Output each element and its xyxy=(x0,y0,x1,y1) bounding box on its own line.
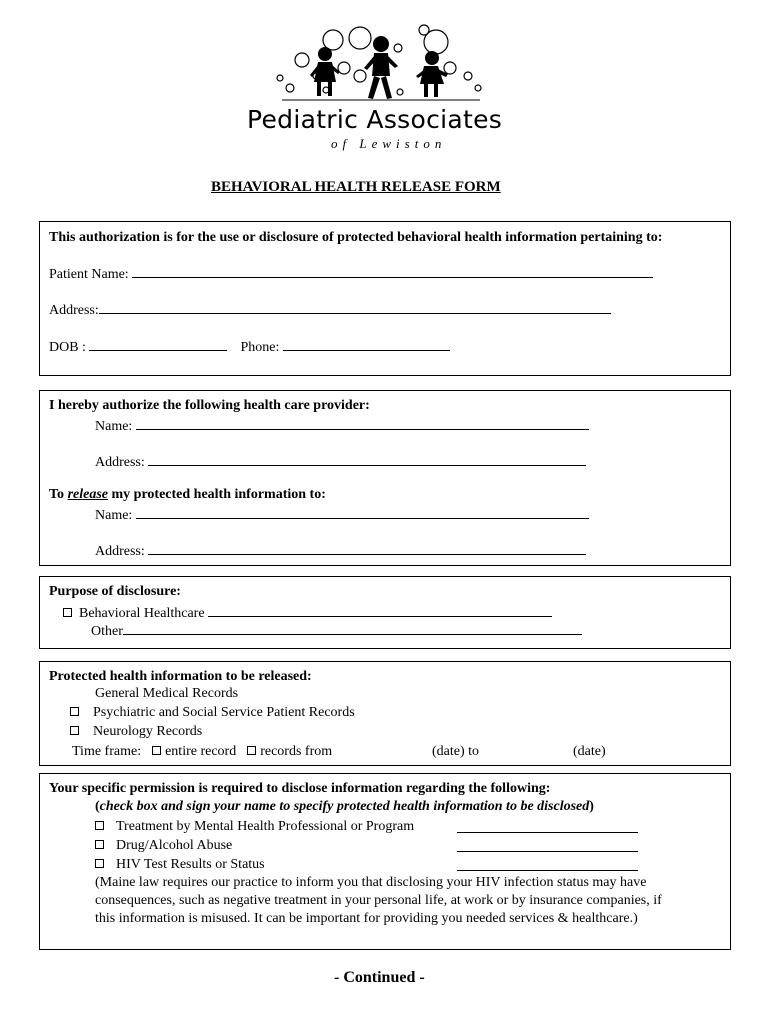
psychiatric-records-checkbox[interactable] xyxy=(70,707,79,716)
purpose-behavioral-row xyxy=(63,603,552,622)
patient-name-label: Patient Name: xyxy=(49,267,129,282)
drug-alcohol-signature[interactable] xyxy=(457,838,638,852)
patient-address-row xyxy=(49,300,611,319)
release-word: release xyxy=(67,487,108,502)
behavioral-healthcare-field[interactable] xyxy=(208,603,552,617)
form-title: BEHAVIORAL HEALTH RELEASE FORM xyxy=(211,179,501,195)
mental-health-treatment-checkbox[interactable] xyxy=(95,821,104,830)
release-suffix: my protected health information to: xyxy=(108,487,326,502)
patient-address-label: Address: xyxy=(49,303,99,318)
recipient-name-field[interactable] xyxy=(136,505,589,519)
specific-permission-instruction: check box and sign your name to specify protected health information to be disclosed xyxy=(99,799,590,814)
mental-health-treatment-row xyxy=(95,819,414,835)
dob-phone-row xyxy=(49,337,450,356)
drug-alcohol-checkbox[interactable] xyxy=(95,840,104,849)
provider-name-label: Name: xyxy=(95,419,133,434)
neurology-records-row xyxy=(70,724,202,740)
recipient-name-row xyxy=(95,505,589,524)
behavioral-healthcare-label: Behavioral Healthcare xyxy=(79,606,205,621)
purpose-other-row xyxy=(91,621,582,640)
recipient-address-label: Address: xyxy=(95,544,145,559)
recipient-address-row xyxy=(95,541,586,560)
drug-alcohol-row xyxy=(95,838,232,854)
patient-name-field[interactable] xyxy=(132,264,653,278)
release-prefix: To xyxy=(49,487,68,502)
other-field[interactable] xyxy=(123,621,582,635)
neurology-records-checkbox[interactable] xyxy=(70,726,79,735)
patient-info-heading: This authorization is for the use or disclosure of protected behavioral health information pertaining to: xyxy=(49,230,663,245)
recipient-name-label: Name: xyxy=(95,508,133,523)
provider-address-label: Address: xyxy=(95,455,145,470)
hiv-note-line-3: this information is misused. It can be important for providing you needed services & healthcare.) xyxy=(95,911,638,926)
mental-health-treatment-signature[interactable] xyxy=(457,819,638,833)
hiv-test-checkbox[interactable] xyxy=(95,859,104,868)
dob-label: DOB : xyxy=(49,340,86,355)
provider-heading: I hereby authorize the following health care provider: xyxy=(49,398,370,413)
dob-field[interactable] xyxy=(89,337,227,351)
entire-record-label: entire record xyxy=(165,744,237,759)
records-from-checkbox[interactable] xyxy=(247,746,256,755)
provider-name-row xyxy=(95,416,589,435)
instruction-open-paren: ( xyxy=(95,799,100,814)
hiv-test-row xyxy=(95,857,265,873)
provider-address-row xyxy=(95,452,586,471)
entire-record-checkbox[interactable] xyxy=(152,746,161,755)
logo xyxy=(240,20,530,160)
provider-name-field[interactable] xyxy=(136,416,589,430)
date-to-label: (date) to xyxy=(432,744,480,759)
provider-address-field[interactable] xyxy=(148,452,586,466)
behavioral-healthcare-checkbox[interactable] xyxy=(63,608,72,617)
hiv-note-line-1: (Maine law requires our practice to inform you that disclosing your HIV infection status may have xyxy=(95,875,647,890)
date-end-label: (date) xyxy=(573,744,606,759)
general-medical-records: General Medical Records xyxy=(95,686,239,701)
logo-name: Pediatric Associates xyxy=(247,105,503,134)
hiv-note-line-2: consequences, such as negative treatment in your personal life, at work or by insurance companies, if xyxy=(95,893,662,908)
patient-name-row xyxy=(49,264,653,283)
purpose-heading: Purpose of disclosure: xyxy=(49,584,181,599)
phone-label: Phone: xyxy=(240,340,280,355)
other-label: Other xyxy=(91,624,123,639)
records-from-label: records from xyxy=(260,744,333,759)
recipient-address-field[interactable] xyxy=(148,541,586,555)
timeframe-row xyxy=(72,744,332,760)
logo-subtitle: of Lewiston xyxy=(331,136,447,151)
instruction-close-paren: ) xyxy=(589,799,594,814)
children-bubbles-icon xyxy=(240,20,530,110)
timeframe-label: Time frame: xyxy=(72,744,142,759)
drug-alcohol-label: Drug/Alcohol Abuse xyxy=(116,838,233,853)
phone-field[interactable] xyxy=(283,337,450,351)
psychiatric-records-row xyxy=(70,705,355,721)
continued-footer: - Continued - xyxy=(334,969,425,986)
specific-permission-heading: Your specific permission is required to disclose information regarding the following: xyxy=(49,781,551,796)
neurology-records-label: Neurology Records xyxy=(93,724,203,739)
hiv-test-label: HIV Test Results or Status xyxy=(116,857,265,872)
mental-health-treatment-label: Treatment by Mental Health Professional or Program xyxy=(116,819,415,834)
psychiatric-records-label: Psychiatric and Social Service Patient Records xyxy=(93,705,355,720)
release-heading xyxy=(49,487,326,503)
hiv-test-signature[interactable] xyxy=(457,857,638,871)
patient-address-field[interactable] xyxy=(99,300,611,314)
specific-permission-instruction-row xyxy=(95,799,594,815)
phi-released-heading: Protected health information to be released: xyxy=(49,669,312,684)
